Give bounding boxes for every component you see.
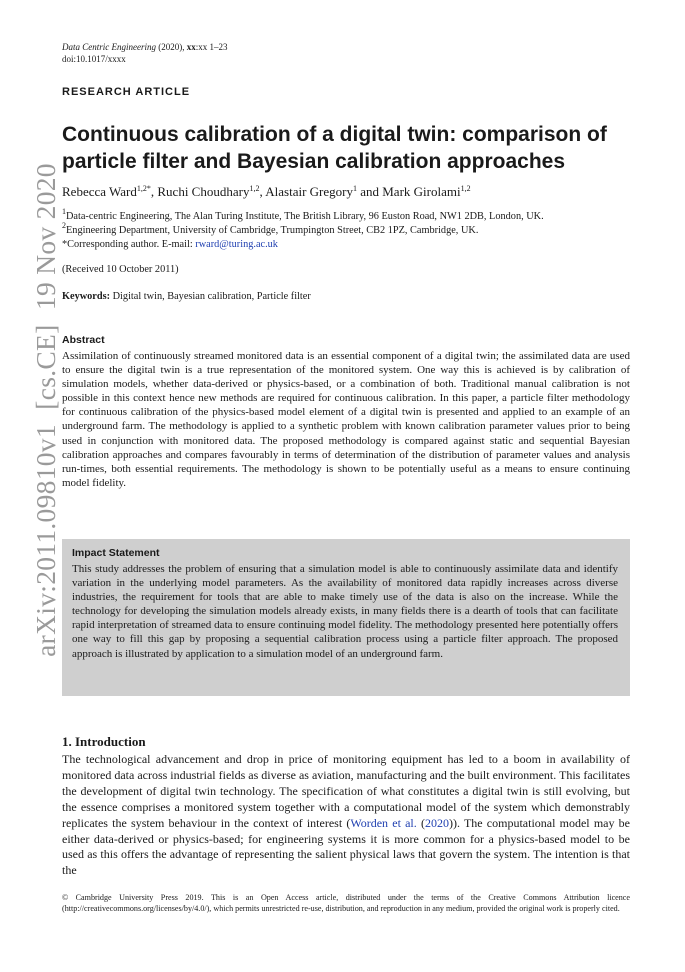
author-name: Rebecca Ward (62, 184, 137, 199)
keywords-label: Keywords: (62, 291, 111, 302)
intro-text-part: )). The computational model may be either data-derived or physics-based; for engineering systems it is more common for a physics-based model to be used as this offers the advantage of representing the salient physical laws that govern the system. The intention is that the (62, 815, 631, 878)
citation-year-link[interactable]: 2020 (424, 815, 449, 830)
author-affil: 1,2* (136, 184, 151, 193)
affil-marker: 1 (62, 207, 66, 216)
journal-pages: :xx 1–23 (195, 42, 228, 52)
doi: doi:10.1017/xxxx (62, 54, 126, 64)
author-affil: 1 (352, 184, 357, 193)
impact-text: This study addresses the problem of ensuring that a simulation model is able to continuously assimilate data and identify variation in the underlying model parameters. As the availability of monitored data rapidly increases across diverse industries, the requirement for tools that are able to make timely use of the data is also on the increase. While the technology for developing the simulation models already exists, in many fields there is a dearth of tools that can facilitate rapid interpretation of streamed data to ensure continuing model fidelity. The methodology presented here potentially offers one way to fill this gap by proposing a sequential calibration process using a particle filter approach. The proposed approach is illustrated by application to a simulation model of an underground farm. (72, 563, 618, 660)
keywords-text: Digital twin, Bayesian calibration, Particle filter (110, 291, 311, 302)
affiliation-2 (62, 221, 637, 238)
author-name: Ruchi Choudhary (157, 184, 250, 199)
journal-header (62, 41, 228, 65)
author-sep: and (356, 184, 383, 199)
introduction-text (62, 752, 630, 879)
article-type: RESEARCH ARTICLE (62, 86, 191, 98)
author-sep: , (259, 184, 266, 199)
corr-label: *Corresponding author. E-mail: (62, 239, 196, 250)
intro-text-part: ( (416, 815, 425, 830)
author-sep: , (150, 184, 158, 199)
citation-link[interactable]: Worden et al. (350, 815, 417, 830)
email-link[interactable]: rward@turing.ac.uk (195, 239, 278, 250)
author-affil: 1,2 (460, 184, 471, 193)
abstract-text: Assimilation of continuously streamed monitored data is an essential component of a digital twin; the assimilated data are used to ensure the digital twin is a true representation of the monitored system. One way this is achieved is by calibration of simulation models, whether data-derived or physics-based, or a combination of both. Traditional manual calibration is not possible in this context hence new methods are required for continuous calibration. In this paper, a particle filter methodology for continuous calibration of the physics-based model element of a digital twin is presented and applied to an example of an underground farm. The methodology is applied to a synthetic problem with known calibration parameter values prior to being used in conjunction with monitored data. The proposed methodology is compared against static and sequential Bayesian calibration approaches and compares favourably in terms of determination of the distribution of parameter values and analysis run-times, both essential requirements. The methodology is shown to be potentially useful as a means to ensure continuing model fidelity. (62, 350, 630, 489)
affiliations (62, 207, 637, 252)
intro-text-part: The technological advancement and drop in price of monitoring equipment has led to a boom in availability of monitored data across industrial fields as diverse as aviation, manufacturing and the built environment. This facilitates the development of digital twin technology. The specification of what constitutes a digital twin is still evolving, but the essence comprises a monitored system together with a computational model of the system which demonstrably replicates the system behaviour in the context of interest ( (62, 752, 630, 830)
affil-text: Engineering Department, University of Cambridge, Trumpington Street, CB2 1PZ, Cambridge, UK. (66, 225, 479, 236)
impact-heading: Impact Statement (72, 547, 160, 559)
keywords (62, 291, 311, 302)
journal-volume: xx (186, 42, 196, 52)
author-list (62, 184, 471, 200)
journal-name: Data Centric Engineering (62, 42, 156, 52)
section-heading-introduction: 1. Introduction (62, 734, 146, 749)
arxiv-identifier: arXiv:2011.09810v1 [cs.CE] 19 Nov 2020 (30, 163, 61, 657)
journal-year: (2020), (158, 42, 187, 52)
affil-marker: 2 (62, 221, 66, 230)
author-affil: 1,2 (249, 184, 260, 193)
abstract-heading: Abstract (62, 334, 105, 346)
corresponding-author (62, 238, 637, 252)
author-name: Alastair Gregory (265, 184, 353, 199)
received-date: (Received 10 October 2011) (62, 264, 179, 275)
copyright-notice: © Cambridge University Press 2019. This is an Open Access article, distributed under the terms of the Creative Commons Attribution licence (http://creativecommons.org/licenses/by/4.0/), which permits unrestricted re-use, distribution, and reproduction in any medium, provided the original work is properly cited. (62, 893, 630, 913)
affil-text: Data-centric Engineering, The Alan Turing Institute, The British Library, 96 Euston Road, NW1 2DB, London, UK. (66, 211, 544, 222)
author-name: Mark Girolami (382, 184, 461, 199)
paper-title: Continuous calibration of a digital twin: comparison of particle filter and Bayesian calibration approaches (62, 123, 607, 173)
affiliation-1 (62, 207, 637, 224)
